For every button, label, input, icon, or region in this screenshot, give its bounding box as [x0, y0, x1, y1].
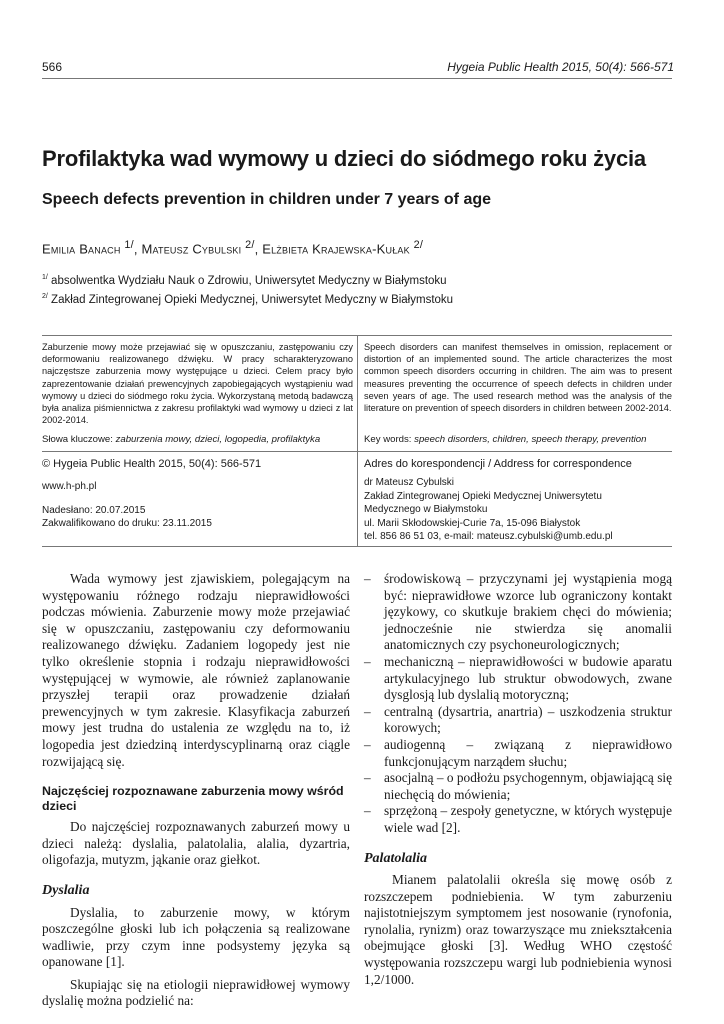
correspondence-address	[364, 476, 674, 544]
keywords-value: zaburzenia mowy, dzieci, logopedia, profilaktyka	[115, 434, 321, 445]
page-number: 566	[42, 60, 63, 74]
address-line: dr Mateusz Cybulski	[364, 477, 455, 488]
affiliation-text: absolwentka Wydziału Nauk o Zdrowiu, Uniwersytet Medyczny w Białymstoku	[51, 274, 447, 287]
address-line: ul. Marii Skłodowskiej-Curie 7a, 15-096 Białystok	[364, 517, 581, 529]
author-name: Emilia Banach	[42, 241, 121, 257]
body-left-column	[42, 571, 350, 1010]
website-link[interactable]: www.h-ph.pl	[42, 481, 97, 492]
affiliation	[42, 270, 682, 289]
author-sup: 1/	[124, 239, 134, 251]
section-paragraph: Skupiając się na etiologii nieprawidłowej wymowy dyslalię można podzielić na:	[42, 976, 350, 1009]
abstract-box-mid-rule	[42, 451, 672, 452]
author-sup: 2/	[245, 239, 255, 251]
abstract-box-bottom-rule	[42, 546, 672, 547]
running-header	[42, 60, 674, 80]
authors: Emilia Banach $^{1/}$, Mateusz Cybulski $^{2/}$, Elżbieta Krajewska-Kułak $^{2/}$	[42, 239, 424, 257]
header-rule	[42, 78, 672, 79]
keywords-polish	[42, 434, 353, 445]
affiliation-sup: 2/	[42, 292, 48, 300]
affiliation-sup: 1/	[42, 274, 48, 281]
author-name: Elżbieta Krajewska-Kułak	[262, 241, 410, 257]
keywords-label: Słowa kluczowe:	[42, 434, 113, 445]
keywords-label: Key words:	[364, 434, 412, 445]
address-line: Medycznego w Białymstoku	[364, 504, 488, 515]
intro-paragraph: Wada wymowy jest zjawiskiem, polegającym na występowaniu różnego rodzaju nieprawidłowości podczas mówienia. Zaburzenie mowy może przejawiać się w opuszczaniu, zastępowaniu czy deformowaniu realizowanego dźwięku. Zadaniem logopedy jest nie tylko określenie stopnia i rodzaju nieprawidłowości występującej w wymowie, ale również zaplanowanie przyszłej terapii oraz prowadzenie działań prewencyjnych w tym zakresie. Klasyfikacja zaburzeń mowy jest trudna do ustalenia ze względu na to, iż logopedia jest dziedziną interdyscyplinarną oraz ciągle rozwijającą się.	[42, 571, 350, 769]
list-item: – asocjalną – o podłożu psychogennym, objawiającą się niechęcią do mówienia;	[364, 770, 672, 802]
author-sup: 2/	[413, 239, 424, 251]
list-item: – audiogenną – związaną z nieprawidłowo funkcjonującym narządem słuchu;	[364, 736, 672, 769]
affiliation	[42, 289, 682, 308]
section-paragraph: Do najczęściej rozpoznawanych zaburzeń mowy u dzieci należą: dyslalia, palatolalia, alalia, dyzartria, oligofazja, mutyzm, jąkanie oraz giełkot.	[42, 819, 350, 868]
affiliations	[42, 270, 682, 308]
accepted-date: Zakwalifikowano do druku: 23.11.2015	[42, 518, 212, 529]
correspondence-heading: Adres do korespondencji / Address for correspondence	[364, 458, 632, 470]
publication-dates	[42, 504, 212, 530]
citation: © Hygeia Public Health 2015, 50(4): 566-571	[42, 458, 262, 470]
article-subtitle: Speech defects prevention in children under 7 years of age	[42, 191, 492, 208]
journal-reference: Hygeia Public Health 2015, 50(4): 566-571	[447, 60, 674, 74]
section-heading: Dyslalia	[42, 882, 90, 898]
body-right-column	[364, 571, 672, 988]
received-date: Nadesłano: 20.07.2015	[42, 505, 146, 516]
keywords-english	[364, 434, 672, 445]
address-line: tel. 856 86 51 03, e-mail: mateusz.cybulski@umb.edu.pl	[364, 531, 613, 542]
section-heading: Najczęściej rozpoznawane zaburzenia mowy wśród dzieci	[42, 784, 344, 814]
section-paragraph: Dyslalia, to zaburzenie mowy, w którym poszczególne głoski lub ich połączenia są realizowane wadliwie, przy czym inne podsystemy języka są opanowane [1].	[42, 904, 350, 970]
abstract-column-divider	[357, 335, 358, 546]
list-item: – mechaniczną – nieprawidłowości w budowie aparatu artykulacyjnego lub struktur obwodowych, zwane dysglosją lub dyslalią motoryczną;	[364, 653, 672, 703]
author-name: Mateusz Cybulski	[141, 241, 242, 257]
affiliation-text: Zakład Zintegrowanej Opieki Medycznej, Uniwersytet Medyczny w Białymstoku	[51, 293, 454, 306]
section-paragraph: Mianem palatolalii określa się mowę osób z rozszczepem podniebienia. W tym zaburzeniu najistotniejszym symptomem jest nosowanie (rynofonia, rynolalia, rynizm) oraz towarzyszące mu zniekształcenia obejmujące głoski [3]. Według WHO częstość występowania rozszczepu wargi lub podniebienia wynosi 1,2/1000.	[364, 872, 672, 987]
list-item: – środowiskową – przyczynami jej wystąpienia mogą być: nieprawidłowe wzorce lub ograniczony kontakt językowy, co skutkuje brakiem chęci do mówienia; jednocześnie nie stwierdza się anomalii anatomicznych czy psychoneurologicznych;	[364, 571, 672, 653]
keywords-value: speech disorders, children, speech therapy, prevention	[414, 434, 647, 445]
dyslalia-types-list	[364, 571, 672, 837]
list-item: – sprzężoną – zespoły genetyczne, w których występuje wiele wad [2].	[364, 803, 672, 835]
abstract-english: Speech disorders can manifest themselves in omission, replacement or distortion of an implemented sound. The article characterizes the most common speech disorders occurring in children. The aim was to present measures preventing the occurrence of speech defects in children under seven years of age. The used research method was the analysis of the literature on prevention of speech disorders in children between 2002-2014.	[364, 342, 672, 414]
section-heading: Palatolalia	[364, 850, 427, 866]
address-line: Zakład Zintegrowanej Opieki Medycznej Uniwersytetu	[364, 490, 602, 502]
article-title: Profilaktyka wad wymowy u dzieci do siódmego roku życia	[42, 146, 646, 171]
list-item: – centralną (dysartria, anartria) – uszkodzenia struktur korowych;	[364, 703, 672, 736]
abstract-polish: Zaburzenie mowy może przejawiać się w opuszczaniu, zastępowaniu czy deformowaniu realizowanego dźwięku. W pracy scharakteryzowano najczęstsze zaburzenia mowy występujące u dzieci. Celem pracy było zaprezentowanie działań prewencyjnych zapobiegających wystąpieniu wad wymowy u dzieci do siódmego roku życia. Wykorzystaną metodą badawczą była analiza piśmiennictwa z zakresu profilaktyki wad wymowy u dzieci z lat 2002-2014.	[42, 342, 353, 426]
